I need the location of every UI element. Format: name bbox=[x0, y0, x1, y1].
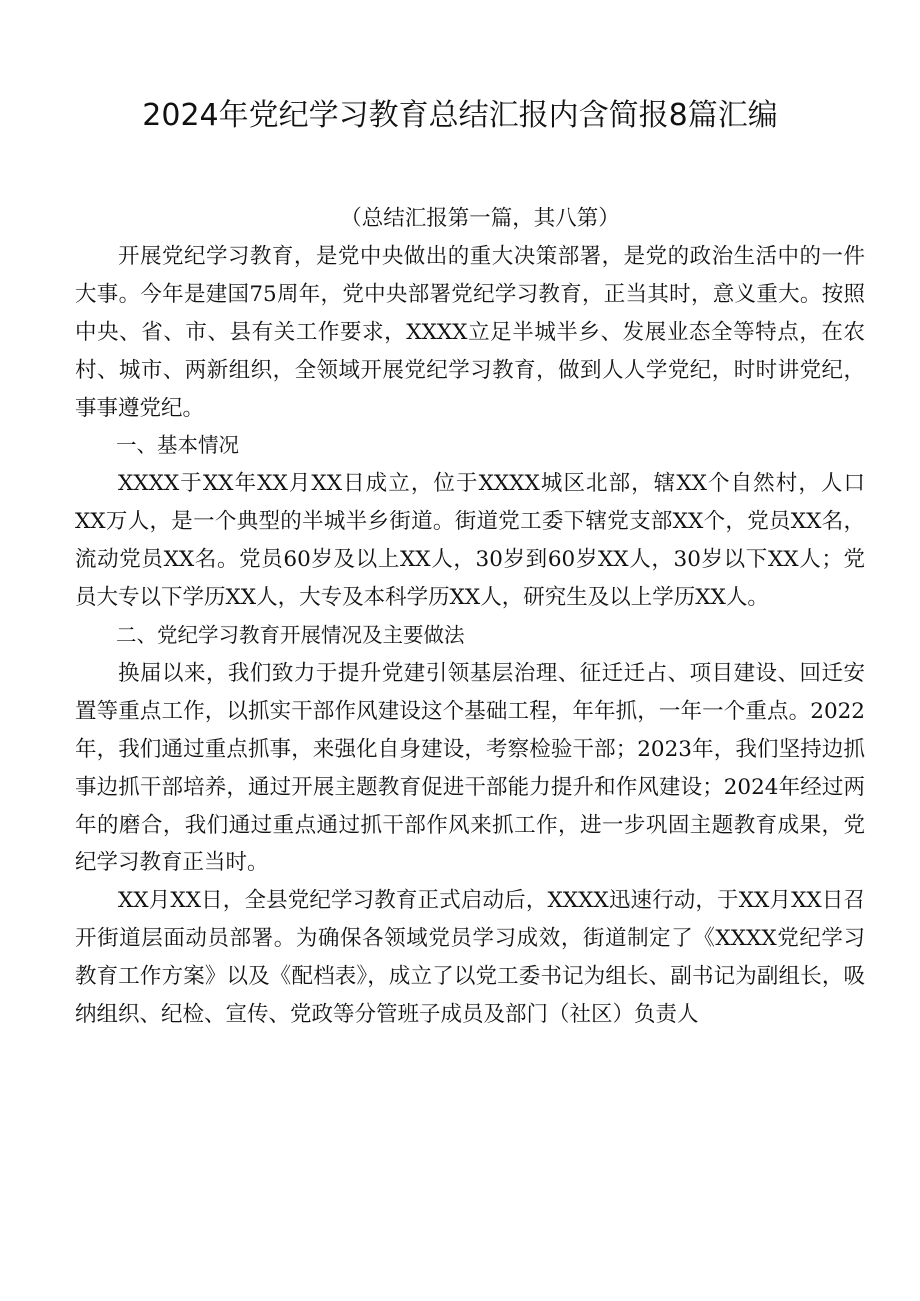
section-heading-basic: 一、基本情况 bbox=[116, 433, 239, 458]
section-heading-practice: 二、党纪学习教育开展情况及主要做法 bbox=[116, 622, 465, 647]
basic-info-paragraph: XXXX于XX年XX月XX日成立，位于XXXX城区北部，辖XX个自然村，人口XX万人，是一个典型的半城半乡街道。街道党工委下辖党支部XX个，党员XX名，流动党员XX名。党员60岁及以上XX人，30岁到60岁XX人，30岁以下XX人；党员大专以下学历XX人，大专及本科学历XX人，研究生及以上学历XX人。 bbox=[75, 471, 865, 611]
practice-paragraph-1: 换届以来，我们致力于提升党建引领基层治理、征迁迁占、项目建设、回迁安置等重点工作，以抓实干部作风建设这个基础工程，年年抓，一年一个重点。2022年，我们通过重点抓事，来强化自身建设，考察检验干部；2023年，我们坚持边抓事边抓干部培养，通过开展主题教育促进干部能力提升和作风建设；2024年经过两年的磨合，我们通过重点通过抓干部作风来抓工作，进一步巩固主题教育成果，党纪学习教育正当时。 bbox=[75, 660, 865, 876]
page-title: 2024年党纪学习教育总结汇报内含简报8篇汇编 bbox=[142, 98, 778, 133]
practice-paragraph-2: XX月XX日，全县党纪学习教育正式启动后，XXXX迅速行动，于XX月XX日召开街道层面动员部署。为确保各领域党员学习成效，街道制定了《XXXX党纪学习教育工作方案》以及《配档表》，成立了以党工委书记为组长、副书记为副组长，吸纳组织、纪检、宣传、党政等分管班子成员及部门（社区）负责人 bbox=[75, 888, 865, 1028]
intro-paragraph: 开展党纪学习教育，是党中央做出的重大决策部署，是党的政治生活中的一件大事。今年是建国75周年，党中央部署党纪学习教育，正当其时，意义重大。按照中央、省、市、县有关工作要求，XXXX立足半城半乡、发展业态全等特点，在农村、城市、两新组织，全领域开展党纪学习教育，做到人人学党纪，时时讲党纪，事事遵党纪。 bbox=[75, 243, 865, 421]
document-subtitle: （总结汇报第一篇，其八第） bbox=[340, 206, 620, 231]
document-body bbox=[75, 200, 865, 1034]
